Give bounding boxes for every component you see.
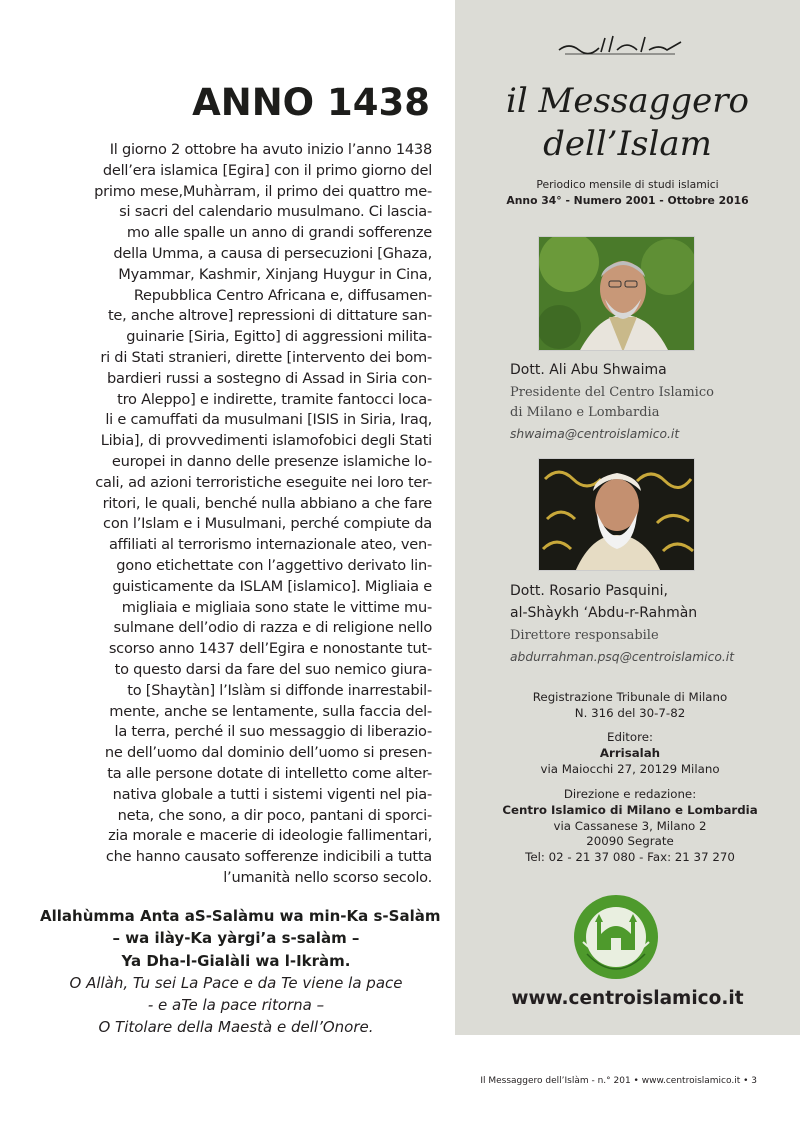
article-line: ri di Stati stranieri, dirette [intervento dei bom- — [100, 348, 432, 366]
article-line: to questo darsi da fare del suo nemico giura- — [114, 660, 432, 678]
magazine-issue: Anno 34° - Numero 2001 - Ottobre 2016 — [506, 194, 749, 207]
photo-rosario-pasquini — [538, 458, 695, 571]
article-line: tro Aleppo] e indirette, tramite fantocci loca- — [117, 390, 432, 408]
editorial-label: Direzione e redazione: — [563, 787, 697, 801]
article-body — [40, 140, 432, 889]
article-line: zia morale e macerie di ideologie fallimentari, — [108, 827, 432, 845]
article-line: con l’Islam e i Musulmani, perché compiute da — [103, 515, 432, 533]
prayer-translation — [40, 972, 432, 1038]
article-line: cali, ad azioni terroristiche eseguite nei loro ter- — [95, 473, 432, 491]
article-column — [40, 80, 441, 1038]
publisher-info — [495, 730, 765, 777]
page-footer: Il Messaggero dell’Islàm - n.° 201 • www.centroislamico.it • 3 — [480, 1076, 757, 1086]
prayer-translation-line: - e aTe la pace ritorna – — [147, 996, 325, 1015]
prayer-block — [40, 905, 441, 1039]
article-line: guisticamente da ISLAM [islamico]. Migliaia e — [112, 577, 432, 595]
person2-role: Direttore responsabile — [510, 628, 659, 643]
editorial-info — [495, 787, 765, 866]
prayer-translit-line: – wa ilày-Ka yàrgi’a s-salàm – — [112, 929, 360, 948]
article-line: europei in danno delle presenze islamiche lo- — [111, 452, 432, 470]
article-line: Repubblica Centro Africana e, diffusamen- — [133, 286, 432, 304]
article-line: gono etichettate con l’aggettivo derivato lin- — [116, 556, 432, 574]
registration-line: Registrazione Tribunale di Milano — [532, 690, 728, 704]
prayer-transliteration — [40, 905, 441, 973]
person1-email: shwaima@centroislamico.it — [510, 427, 680, 441]
editorial-address: via Cassanese 3, Milano 2 — [553, 818, 707, 833]
editorial-name: Centro Islamico di Milano e Lombardia — [502, 802, 758, 817]
article-line: l’umanità nello scorso secolo. — [223, 868, 432, 886]
person2-name: al-Shàykh ‘Abdu-r-Rahmàn — [510, 605, 698, 621]
magazine-title — [455, 80, 800, 166]
prayer-translit-line: Allahùmma Anta aS-Salàmu wa min-Ka s-Salàm — [40, 906, 441, 925]
article-line: ne dell’uomo dal dominio dell’uomo si presen- — [104, 744, 432, 762]
article-line: che hanno causato sofferenze indicibili a tutta — [105, 848, 432, 866]
article-line: migliaia e migliaia sono state le vittime mu- — [121, 598, 432, 616]
article-line: scorso anno 1437 dell’Egira e nonostante tut- — [108, 640, 432, 658]
article-line: della Umma, a causa di persecuzioni [Ghaza, — [113, 244, 432, 262]
publisher-label: Editore: — [607, 730, 653, 744]
article-line: bardieri russi a sostegno di Assad in Siria con- — [107, 369, 432, 387]
article-line: Myammar, Kashmir, Xinjang Huygur in Cina, — [118, 265, 432, 283]
article-line: li e camuffati da musulmani [ISIS in Siria, Iraq, — [105, 411, 432, 429]
registration-line: N. 316 del 30-7-82 — [574, 705, 686, 720]
prayer-translation-line: O Titolare della Maestà e dell’Onore. — [98, 1018, 374, 1037]
magazine-subtitle: Periodico mensile di studi islamici — [536, 178, 719, 191]
centro-islamico-seal-logo — [573, 894, 659, 980]
article-line: si sacri del calendario musulmano. Ci lascia- — [119, 203, 432, 221]
article-line: primo mese,Muhàrram, il primo dei quattro me- — [94, 182, 432, 200]
article-line: Libia], di provvedimenti islamofobici degli Stati — [100, 432, 432, 450]
person1-role: di Milano e Lombardia — [510, 405, 660, 420]
publisher-name: Arrisalah — [599, 745, 661, 760]
article-line: sulmane dell’odio di razza e di religione nello — [113, 619, 432, 637]
person2-email: abdurrahman.psq@centroislamico.it — [510, 650, 735, 664]
article-line: nativa globale a tutti i sistemi vigenti nel pia- — [112, 785, 432, 803]
article-line: Il giorno 2 ottobre ha avuto inizio l’anno 1438 — [109, 141, 432, 158]
prayer-translation-line: O Allàh, Tu sei La Pace e da Te viene la pace — [69, 974, 403, 993]
publisher-address: via Maiocchi 27, 20129 Milano — [540, 761, 720, 776]
article-line: ritori, le quali, benché nulla abbiano a che fare — [102, 494, 432, 512]
person1-role: Presidente del Centro Islamico — [510, 385, 714, 400]
website-link[interactable]: www.centroislamico.it — [511, 988, 744, 1009]
article-line: ta alle persone dotate di intelletto come alter- — [107, 764, 432, 782]
editorial-address: 20090 Segrate — [586, 834, 674, 849]
person2-name: Dott. Rosario Pasquini, — [510, 583, 668, 599]
basmala-calligraphy — [555, 30, 685, 60]
photo-ali-abu-shwaima — [538, 236, 695, 351]
article-line: te, anche altrove] repressioni di dittature san- — [107, 307, 432, 325]
article-line: dell’era islamica [Egira] con il primo giorno del — [102, 161, 432, 179]
person1-name: Dott. Ali Abu Shwaima — [510, 362, 667, 378]
editorial-phone: Tel: 02 - 21 37 080 - Fax: 21 37 270 — [525, 850, 735, 865]
article-line: mente, anche se lentamente, sulla faccia del- — [109, 702, 432, 720]
article-line: guinarie [Siria, Egitto] di aggressioni milita- — [126, 328, 432, 346]
prayer-translit-line: Ya Dha-l-Gialàli wa l-Ikràm. — [121, 951, 351, 970]
article-line: neta, che sono, a dir poco, pantani di sporci- — [117, 806, 432, 824]
article-line: mo alle spalle un anno di grandi sofferenze — [126, 224, 432, 242]
article-line: to [Shaytàn] l’Islàm si diffonde inarrestabil- — [127, 681, 432, 699]
article-line: affiliati al terrorismo internazionale ateo, ven- — [108, 536, 432, 554]
article-title: ANNO 1438 — [192, 81, 430, 124]
masthead-sidebar — [455, 0, 800, 1035]
registration-info — [495, 690, 765, 722]
magazine-title-line: dell’Islam — [543, 124, 712, 164]
magazine-title-line: il Messaggero — [505, 81, 750, 121]
article-line: la terra, perché il suo messaggio di liberazio- — [114, 723, 432, 741]
